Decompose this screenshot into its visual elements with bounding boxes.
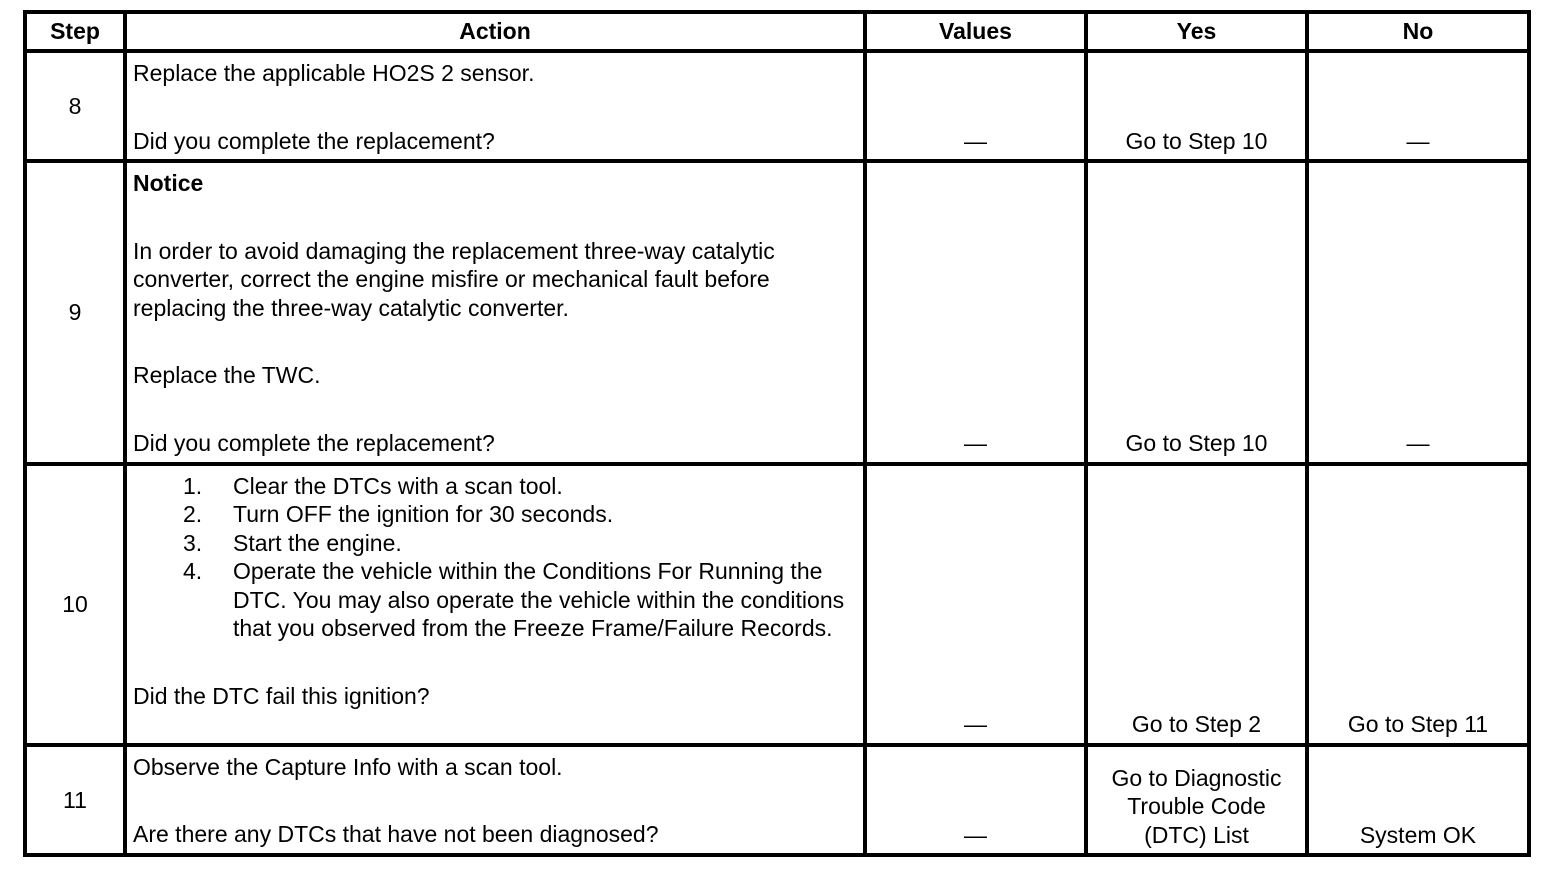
action-question: Did you complete the replacement? (133, 429, 495, 456)
action-text: Replace the applicable HO2S 2 sensor. (133, 60, 535, 86)
yes-cell: Go to Step 10 (1086, 161, 1307, 463)
header-step: Step (25, 12, 125, 51)
step-number: 10 (25, 464, 125, 745)
list-item-number: 3. (183, 529, 203, 556)
no-cell: — (1307, 51, 1529, 161)
action-text: Replace the TWC. (133, 362, 321, 389)
step-number: 9 (25, 161, 125, 463)
list-item (133, 500, 855, 529)
no-cell: Go to Step 11 (1307, 464, 1529, 745)
table-row (25, 161, 1529, 463)
values-cell: — (865, 464, 1086, 745)
list-item-number: 1. (183, 472, 203, 499)
yes-cell (1086, 745, 1307, 855)
values-cell: — (865, 161, 1086, 463)
list-item-text: Start the engine. (233, 529, 402, 556)
action-cell (125, 464, 865, 745)
action-cell (125, 745, 865, 855)
list-item-text: Operate the vehicle within the Conditions For Running the DTC. You may also operate the vehicle within the conditions that you observed from the Freeze Frame/Failure Records. (233, 558, 845, 641)
header-values: Values (865, 12, 1086, 51)
table-row (25, 745, 1529, 855)
list-item (133, 529, 855, 558)
no-cell: — (1307, 161, 1529, 463)
list-item-number: 4. (183, 558, 203, 584)
list-item (133, 472, 855, 501)
step-number: 8 (25, 51, 125, 161)
list-item-number: 2. (183, 501, 203, 527)
table-row (25, 51, 1529, 161)
table-row (25, 464, 1529, 745)
notice-title: Notice (133, 170, 204, 197)
no-cell: System OK (1307, 745, 1529, 855)
procedure-list (133, 472, 855, 643)
step-number: 11 (25, 745, 125, 855)
values-cell: — (865, 745, 1086, 855)
list-item-text: Turn OFF the ignition for 30 seconds. (233, 501, 614, 527)
action-question: Did the DTC fail this ignition? (133, 682, 430, 709)
yes-cell: Go to Step 2 (1086, 464, 1307, 745)
header-yes: Yes (1086, 12, 1307, 51)
list-item (133, 557, 855, 643)
header-row (25, 12, 1529, 51)
action-cell (125, 161, 865, 463)
header-no: No (1307, 12, 1529, 51)
yes-cell: Go to Step 10 (1086, 51, 1307, 161)
action-question: Are there any DTCs that have not been diagnosed? (133, 821, 659, 848)
yes-cell-text: Go to Diagnostic Trouble Code (DTC) List (1111, 764, 1282, 848)
action-cell (125, 51, 865, 161)
notice-text: In order to avoid damaging the replacement three-way catalytic converter, correct the engine misfire or mechanical fault before replacing the three-way catalytic converter. (133, 237, 775, 321)
values-cell: — (865, 51, 1086, 161)
action-text: Observe the Capture Info with a scan tool. (133, 753, 563, 780)
diagnostic-table (23, 10, 1531, 857)
list-item-text: Clear the DTCs with a scan tool. (233, 472, 563, 499)
action-question: Did you complete the replacement? (133, 127, 495, 154)
header-action: Action (125, 12, 865, 51)
